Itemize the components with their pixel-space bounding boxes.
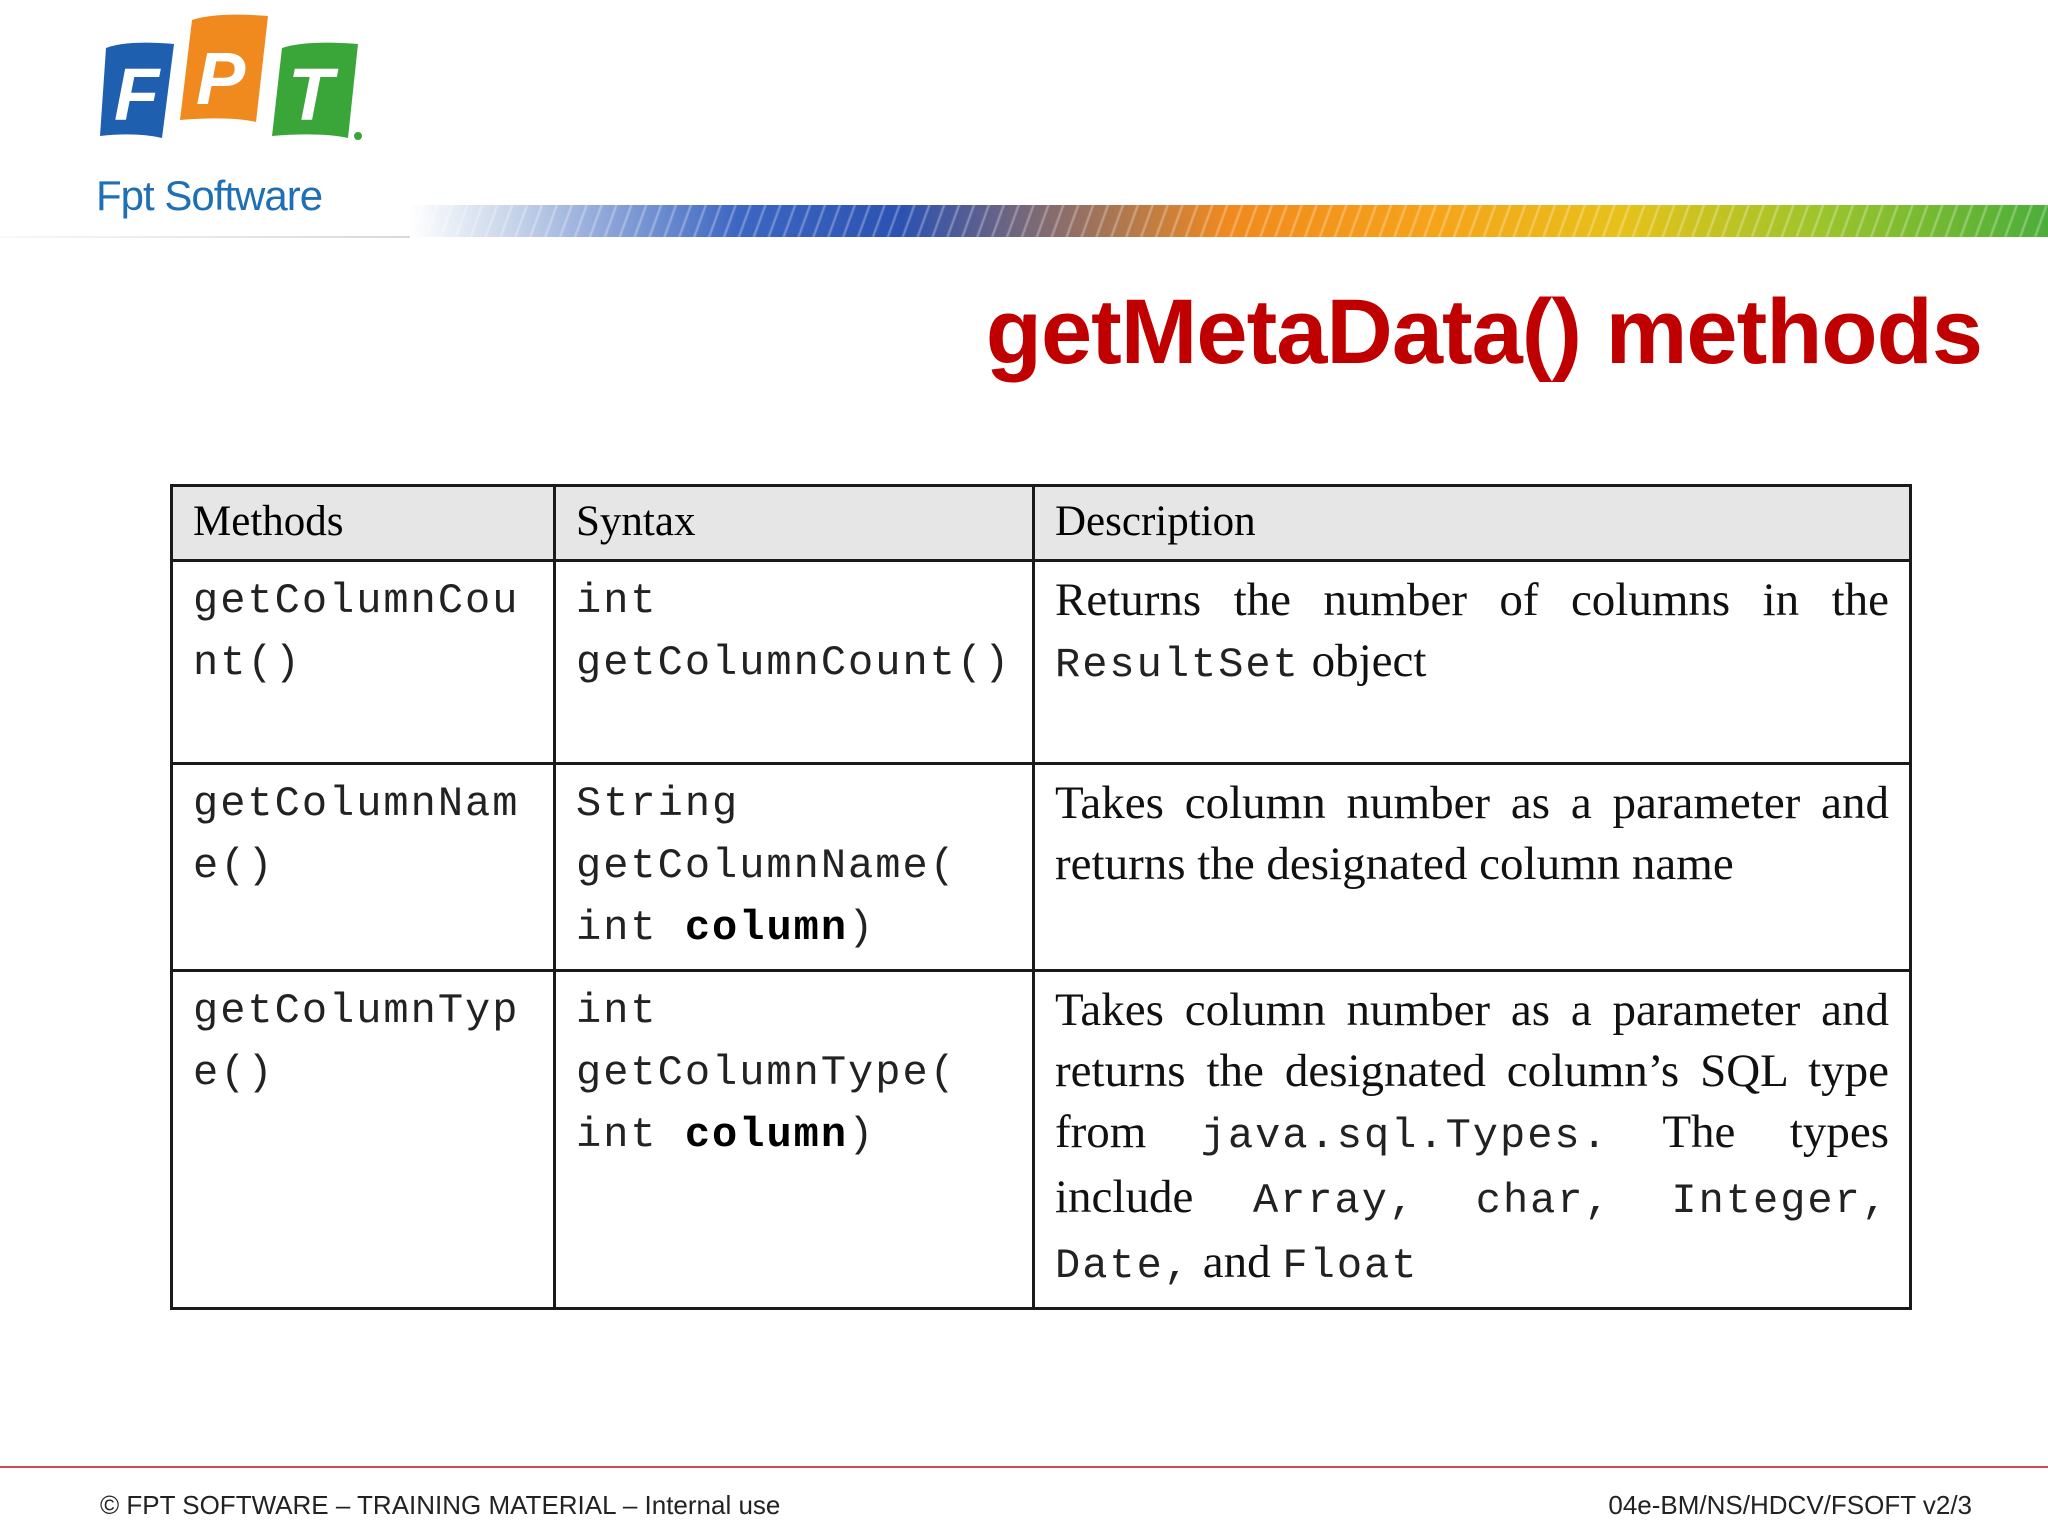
description-cell (1034, 971, 1911, 1309)
syntax-arg-type: int (576, 1111, 658, 1159)
syntax-return-type: int (576, 987, 658, 1035)
syntax-return-type: String (576, 780, 740, 828)
method-cell: getColumnType() (172, 971, 555, 1309)
table-row (172, 971, 1911, 1309)
table-header-row (172, 486, 1911, 561)
description-code: Integer, (1671, 1177, 1890, 1225)
syntax-cell (555, 971, 1034, 1309)
syntax-arg-name: column (684, 1111, 849, 1159)
logo-tile-p (180, 15, 268, 122)
description-tail: object (1311, 635, 1427, 687)
method-cell: getColumnCount() (172, 561, 555, 764)
header-methods: Methods (172, 486, 555, 561)
header-description: Description (1034, 486, 1911, 561)
syntax-call: getColumnType( (576, 1049, 957, 1097)
description-text: Takes column number as a parameter and returns the designated column’s SQL type from (1055, 984, 1889, 1158)
footer-doc-code: 04e-BM/NS/HDCV/FSOFT v2/3 (1608, 1490, 1972, 1520)
logo-tile-f (100, 43, 174, 138)
description-text: Returns the number of columns in the (1055, 574, 1889, 626)
description-text: The types include (1055, 1106, 1889, 1223)
syntax-close-paren: ) (848, 1111, 876, 1159)
description-code: char, (1475, 1177, 1612, 1225)
syntax-return-type: int (576, 577, 658, 625)
description-code: ResultSet (1055, 641, 1300, 689)
logo-wordmark: Fpt Software (96, 172, 323, 219)
syntax-arg-name: column (684, 904, 849, 952)
description-code: java.sql.Types. (1200, 1112, 1609, 1160)
method-cell: getColumnName() (172, 764, 555, 971)
header-syntax: Syntax (555, 486, 1034, 561)
description-cell (1034, 561, 1911, 764)
methods-table (170, 484, 1912, 1310)
description-code: Float (1282, 1242, 1419, 1290)
syntax-call: getColumnName( (576, 842, 957, 890)
footer-copyright: © FPT SOFTWARE – TRAINING MATERIAL – Internal use (100, 1490, 781, 1520)
table-row (172, 561, 1911, 764)
description-text: Takes column number as a parameter and returns the designated column name (1055, 777, 1889, 890)
header-divider (0, 236, 410, 238)
slide-title: getMetaData() methods (985, 281, 1982, 383)
syntax-close-paren: ) (848, 904, 876, 952)
fpt-logo (96, 12, 366, 140)
syntax-cell (555, 764, 1034, 971)
description-text: and (1202, 1236, 1271, 1288)
syntax-call: getColumnCount() (576, 639, 1012, 687)
registered-mark-icon (354, 132, 362, 140)
syntax-arg-type: int (576, 904, 658, 952)
svg-text:F: F (114, 53, 160, 136)
svg-text:T: T (288, 53, 334, 136)
description-code: Date, (1055, 1242, 1192, 1290)
syntax-cell (555, 561, 1034, 764)
logo-tile-t (272, 43, 358, 138)
description-cell (1034, 764, 1911, 971)
footer-divider (0, 1466, 2048, 1468)
description-code: Array, (1252, 1177, 1417, 1225)
svg-text:P: P (196, 37, 246, 120)
table-row (172, 764, 1911, 971)
header-gradient-bar (410, 205, 2048, 237)
